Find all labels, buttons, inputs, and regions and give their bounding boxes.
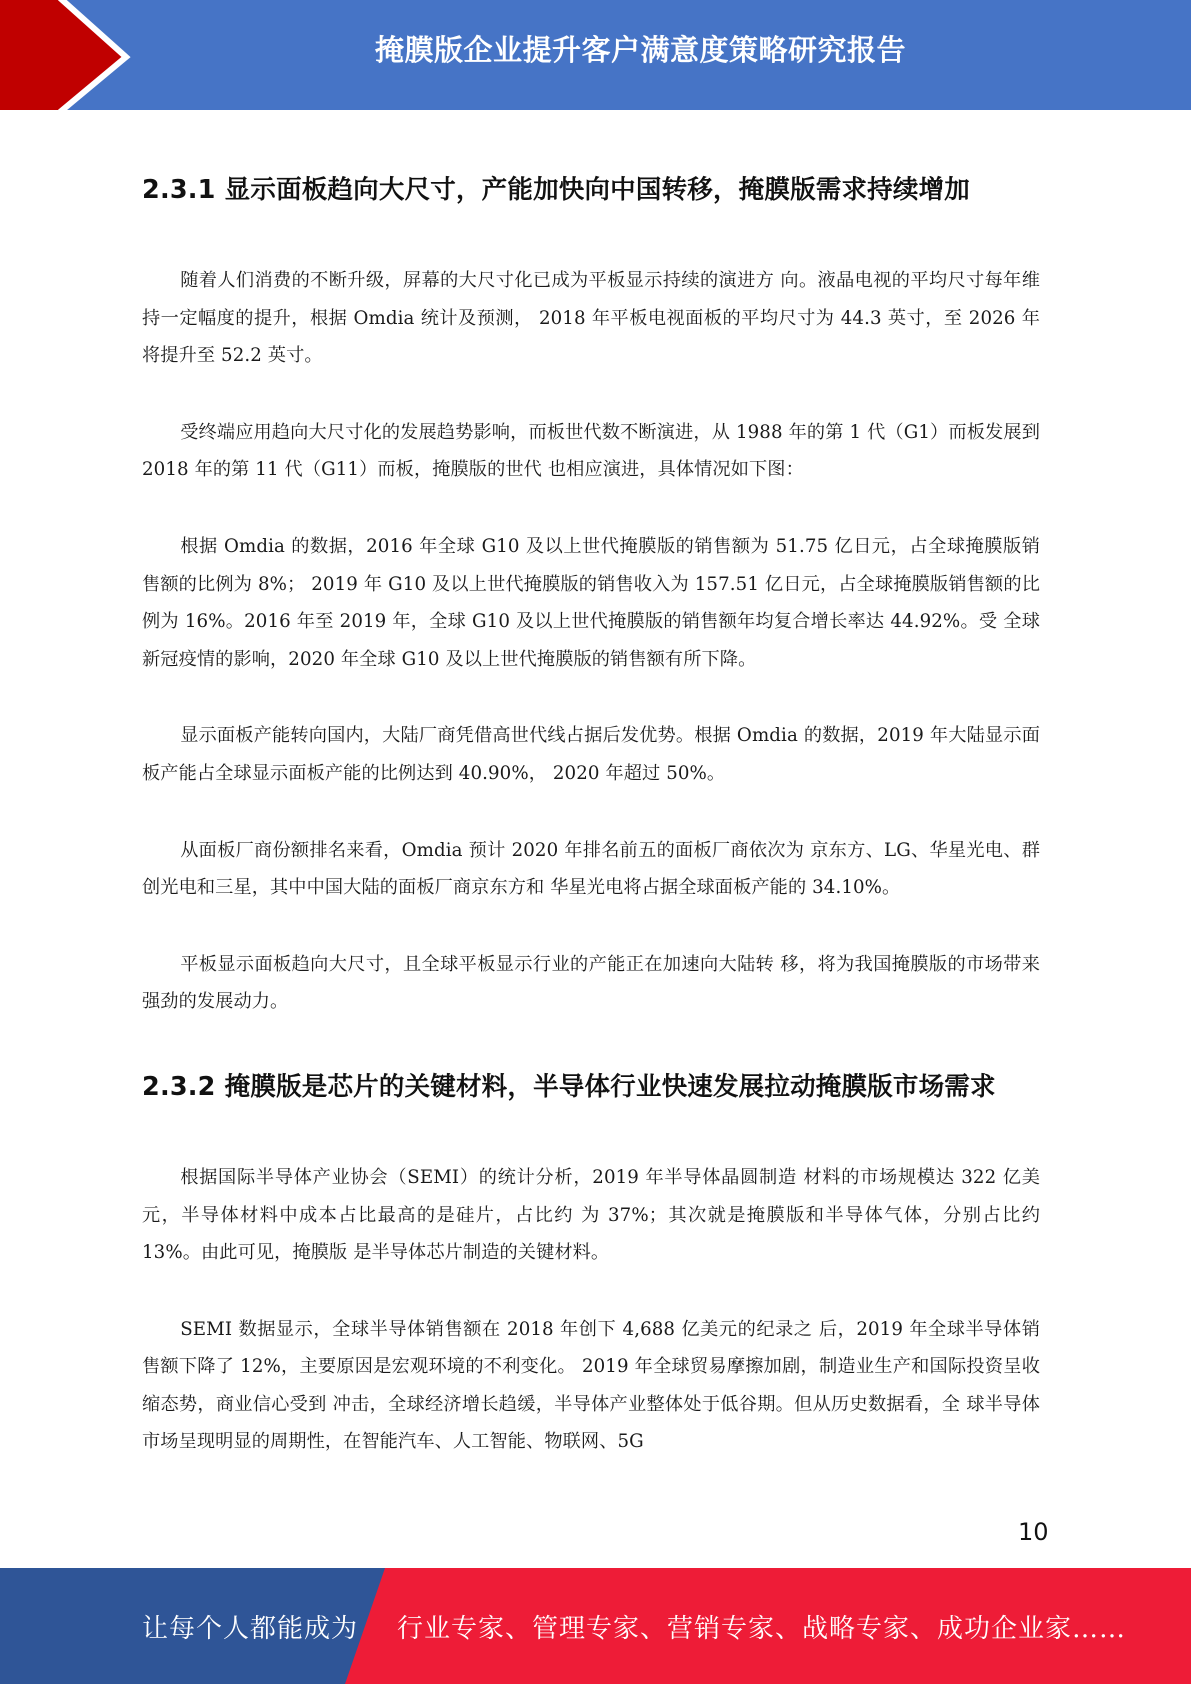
footer-slogan-right: 行业专家、管理专家、营销专家、战略专家、成功企业家…… [397,1614,1127,1644]
paragraph: 从面板厂商份额排名来看，Omdia 预计 2020 年排名前五的面板厂商依次为 京东方、LG、华星光电、群创光电和三星，其中中国大陆的面板厂商京东方和 华星光电将占据全球面板产能的 34.10%。 [142,839,1040,899]
section-heading-2-3-1: 2.3.1 显示面板趋向大尺寸，产能加快向中国转移，掩膜版需求持续增加 [142,175,970,205]
page-footer [0,1568,1191,1684]
document-body [142,160,1040,1461]
footer-slogan-left: 让每个人都能成为 [142,1614,359,1644]
section-heading-2-3-2: 2.3.2 掩膜版是芯片的关键材料，半导体行业快速发展拉动掩膜版市场需求 [142,1071,996,1102]
page-header [0,0,1191,110]
report-title: 掩膜版企业提升客户满意度策略研究报告 [374,33,906,67]
paragraph: 根据国际半导体产业协会（SEMI）的统计分析，2019 年半导体晶圆制造 材料的市场规模达 322 亿美元，半导体材料中成本占比最高的是硅片，占比约 为 37%；其次就是掩膜版和半导体气体，分别占比约 13%。由此可见，掩膜版 是半导体芯片制造的关键材料。 [142,1166,1040,1264]
paragraph: SEMI 数据显示，全球半导体销售额在 2018 年创下 4,688 亿美元的纪录之 后，2019 年全球半导体销售额下降了 12%，主要原因是宏观环境的不利变化。 2019 年全球贸易摩擦加剧，制造业生产和国际投资呈收缩态势，商业信心受到 冲击，全球经济增长趋缓，半导体产业整体处于低谷期。但从历史数据看，全 球半导体市场呈现明显的周期性，在智能汽车、人工智能、物联网、5G [142,1318,1040,1453]
paragraph: 随着人们消费的不断升级，屏幕的大尺寸化已成为平板显示持续的演进方 向。液晶电视的平均尺寸每年维持一定幅度的提升，根据 Omdia 统计及预测， 2018 年平板电视面板的平均尺寸为 44.3 英寸，至 2026 年将提升至 52.2 英寸。 [142,270,1040,367]
paragraph: 显示面板产能转向国内，大陆厂商凭借高世代线占据后发优势。根据 Omdia 的数据，2019 年大陆显示面板产能占全球显示面板产能的比例达到 40.90%， 2020 年超过 50%。 [142,725,1040,784]
paragraph: 受终端应用趋向大尺寸化的发展趋势影响，而板世代数不断演进，从 1988 年的第 1 代（G1）而板发展到 2018 年的第 11 代（G11）而板，掩膜版的世代 也相应演进，具体情况如下图： [142,421,1040,481]
page-number: 10 [1018,1518,1049,1546]
paragraph: 根据 Omdia 的数据，2016 年全球 G10 及以上世代掩膜版的销售额为 51.75 亿日元，占全球掩膜版销售额的比例为 8%； 2019 年 G10 及以上世代掩膜版的销售收入为 157.51 亿日元，占全球掩膜版销售额的比例为 16%。2016 年至 2019 年，全球 G10 及以上世代掩膜版的销售额年均复合增长率达 44.92%。受 全球新冠疫情的影响，2020 年全球 G10 及以上世代掩膜版的销售额有所下降。 [142,535,1040,670]
paragraph: 平板显示面板趋向大尺寸，且全球平板显示行业的产能正在加速向大陆转 移，将为我国掩膜版的市场带来强劲的发展动力。 [142,953,1040,1013]
